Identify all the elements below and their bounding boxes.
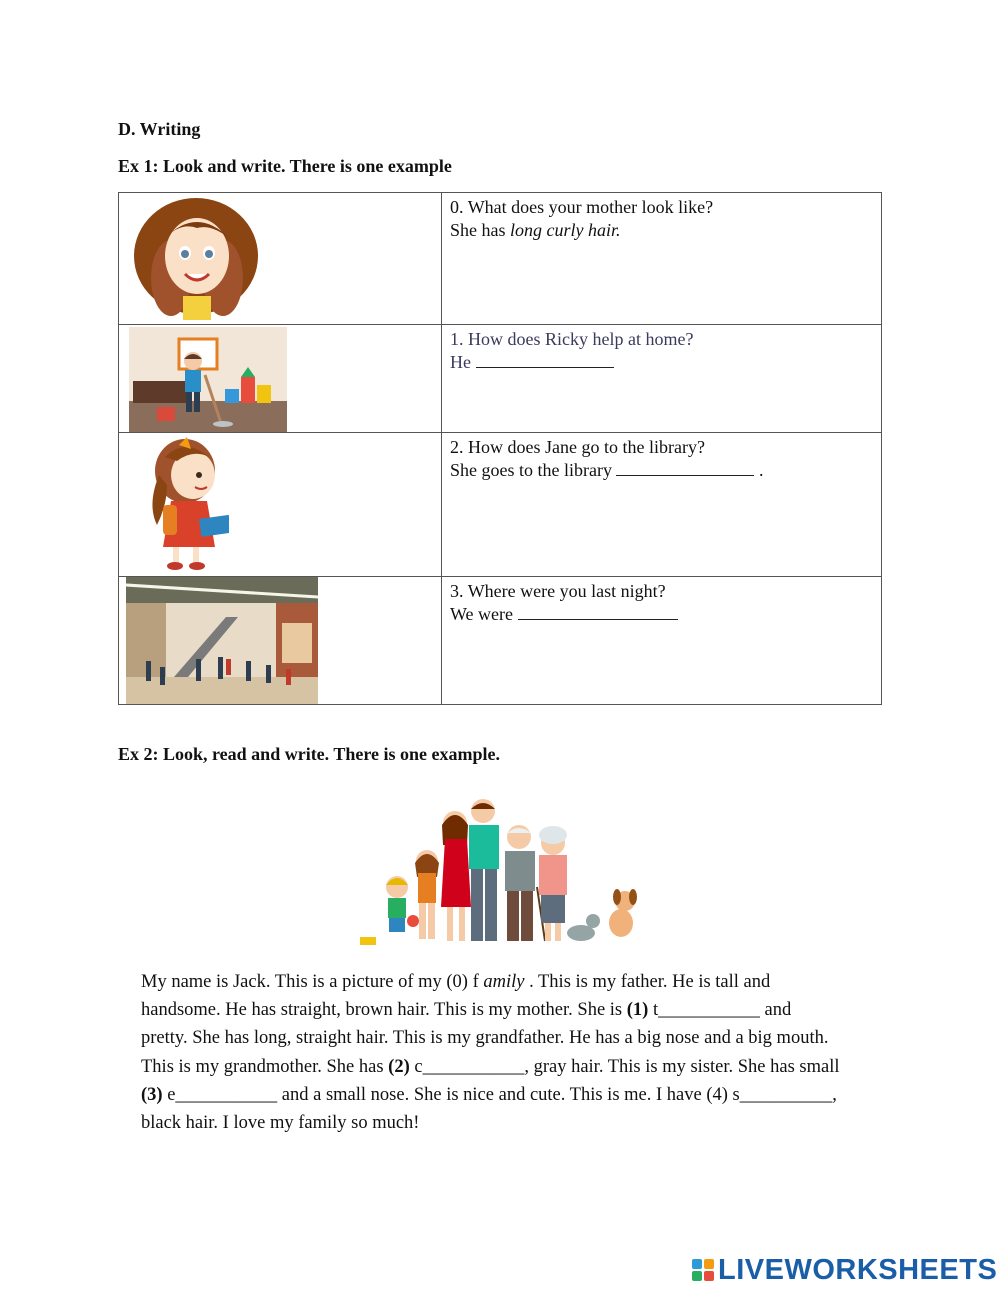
image-cell: [119, 577, 442, 705]
passage-line-2: handsome. He has straight, brown hair. This is my mother. She is (1) t___________ and: [141, 1000, 792, 1021]
passage-line-3: pretty. She has long, straight hair. This is my grandfather. He has a big nose and a big mouth.: [141, 1028, 829, 1049]
question-3: 3. Where were you last night?: [450, 581, 666, 601]
exercise-1-title: Ex 1: Look and write. There is one example: [118, 156, 452, 176]
passage-line-6: black hair. I love my family so much!: [141, 1113, 420, 1134]
question-1: 1. How does Ricky help at home?: [450, 329, 694, 349]
answer-0: She has long curly hair.: [450, 220, 621, 240]
section-title: D. Writing: [118, 119, 201, 139]
question-cell: [442, 577, 882, 705]
table-row: [119, 325, 882, 433]
answer-blank-1[interactable]: [476, 351, 614, 368]
table-row: [119, 193, 882, 325]
answer-1: He: [450, 351, 873, 374]
passage-line-1: My name is Jack. This is a picture of my (0) f amily . This is my father. He is tall and: [141, 972, 771, 992]
ex2-passage: [141, 968, 886, 1137]
question-2: 2. How does Jane go to the library?: [450, 437, 705, 457]
boy-mopping-image: [129, 327, 287, 432]
logo-text: LIVEWORKSHEETS: [718, 1253, 998, 1286]
liveworksheets-logo: [692, 1254, 997, 1286]
table-row: [119, 433, 882, 577]
question-cell: [442, 325, 882, 433]
question-cell: [442, 193, 882, 325]
exercise-2-title: Ex 2: Look, read and write. There is one example.: [118, 744, 500, 764]
shopping-mall-image: [126, 577, 318, 704]
family-illustration-image: [355, 797, 647, 949]
answer-blank-3[interactable]: [518, 603, 678, 620]
image-cell: [119, 193, 442, 325]
passage-line-4: This is my grandmother. She has (2) c___________, gray hair. This is my sister. She has small: [141, 1056, 840, 1077]
curly-hair-woman-image: [131, 198, 261, 320]
table-row: [119, 577, 882, 705]
question-cell: [442, 433, 882, 577]
girl-walking-image: [137, 435, 229, 571]
answer-3: We were: [450, 603, 873, 626]
question-0: 0. What does your mother look like?: [450, 197, 714, 217]
answer-2: She goes to the library .: [450, 460, 764, 480]
image-cell: [119, 433, 442, 577]
exercise-1-table: [118, 192, 882, 705]
passage-line-5: (3) e___________ and a small nose. She is nice and cute. This is me. I have (4) s__________,: [141, 1084, 837, 1105]
liveworksheets-icon: [692, 1259, 714, 1281]
image-cell: [119, 325, 442, 433]
answer-blank-2[interactable]: [616, 459, 754, 476]
